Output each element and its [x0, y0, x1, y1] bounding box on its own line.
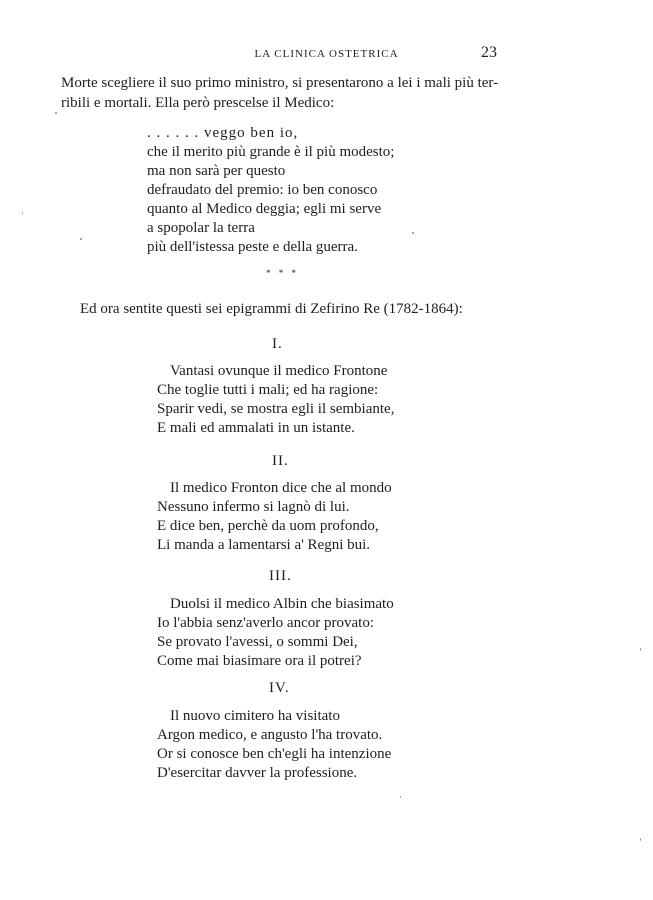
verse-line: Il medico Fronton dice che al mondo [170, 480, 392, 496]
scan-speck [412, 232, 414, 234]
scan-speck [400, 796, 401, 798]
scan-speck [55, 112, 57, 114]
verse-line: Or si conosce ben ch'egli ha intenzione [157, 746, 392, 762]
epigram-numeral: II. [272, 453, 289, 469]
verse-line: Duolsi il medico Albin che biasimato [170, 596, 394, 612]
verse-line: Nessuno infermo si lagnò di lui. [157, 499, 350, 515]
verse-line: D'esercitar davver la professione. [157, 765, 358, 781]
scan-speck [640, 648, 641, 651]
verse-line: defraudato del premio: io ben conosco [147, 182, 378, 198]
epigram-verse [157, 479, 392, 555]
intro-line-2: ribili e mortali. Ella però prescelse il Medico: [61, 95, 335, 111]
intro-line-1: Morte scegliere il suo primo ministro, si presentarono a lei i mali più ter- [61, 75, 499, 91]
verse-line: che il merito più grande è il più modesto; [147, 144, 395, 160]
scan-speck [640, 838, 641, 841]
verse-line: ma non sarà per questo [147, 163, 286, 179]
verse-line: E dice ben, perchè da uom profondo, [157, 518, 379, 534]
verse-line: . . . . . . veggo ben io, [147, 125, 299, 141]
epigram-numeral: III. [269, 568, 292, 584]
epigram-numeral: I. [272, 336, 283, 352]
section-separator: * * * [266, 268, 299, 278]
page-number: 23 [481, 44, 497, 61]
epigram-numeral: IV. [269, 680, 290, 696]
verse-line: Io l'abbia senz'averlo ancor provato: [157, 615, 374, 631]
verse-line: Argon medico, e angusto l'ha trovato. [157, 727, 383, 743]
verse-line: quanto al Medico deggia; egli mi serve [147, 201, 382, 217]
scan-speck [80, 238, 82, 240]
verse-line: Come mai biasimare ora il potrei? [157, 653, 362, 669]
verse-line: Il nuovo cimitero ha visitato [170, 708, 340, 724]
verse-line: E mali ed ammalati in un istante. [157, 420, 355, 436]
epigram-verse [157, 707, 391, 783]
verse-line: Li manda a lamentarsi a' Regni bui. [157, 537, 371, 553]
epigram-verse [157, 362, 394, 438]
epigram-verse [157, 595, 394, 671]
verse-line: a spopolar la terra [147, 220, 255, 236]
epigrams-intro: Ed ora sentite questi sei epigrammi di Zefirino Re (1782-1864): [80, 301, 463, 317]
quoted-verse [147, 124, 394, 257]
verse-line: più dell'istessa peste e della guerra. [147, 239, 358, 255]
verse-line: Sparir vedi, se mostra egli il sembiante, [157, 401, 395, 417]
verse-line: Vantasi ovunque il medico Frontone [170, 363, 388, 379]
verse-line: Che toglie tutti i mali; ed ha ragione: [157, 382, 379, 398]
verse-line: Se provato l'avessi, o sommi Dei, [157, 634, 358, 650]
scan-speck [22, 212, 23, 214]
running-header: LA CLINICA OSTETRICA [254, 48, 399, 60]
